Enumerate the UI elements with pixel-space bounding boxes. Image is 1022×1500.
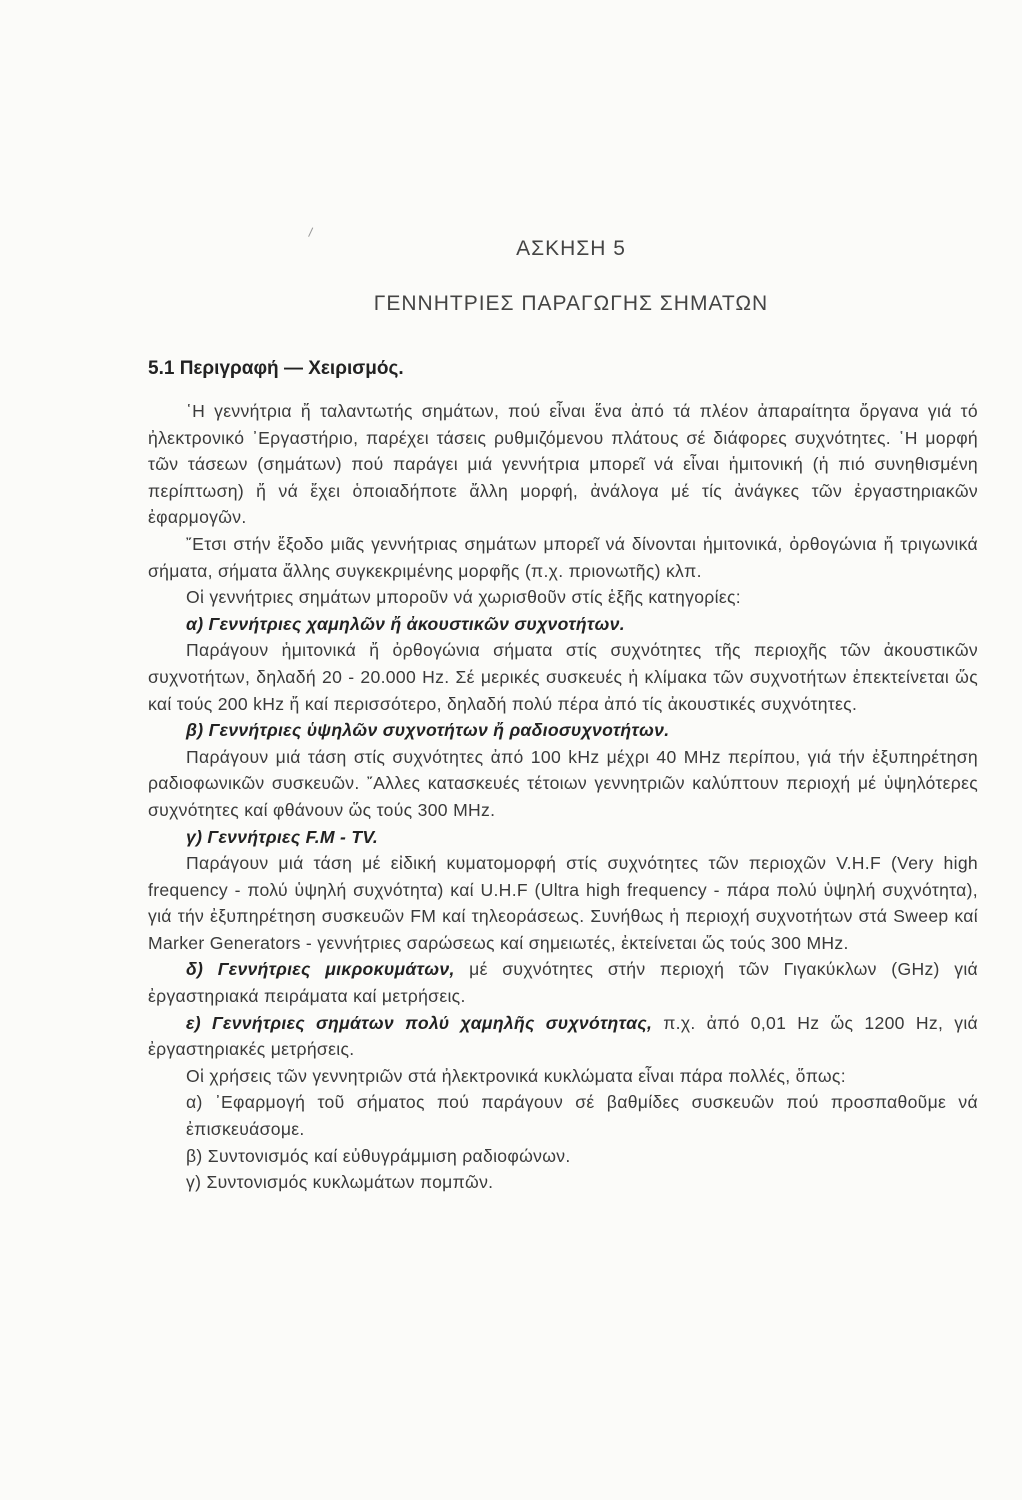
category-e <box>148 1010 978 1063</box>
paragraph-categories-intro: Οἱ γεννήτριες σημάτων μποροῦν νά χωρισθοῦν στίς ἑξῆς κατηγορίες: <box>186 587 741 608</box>
paragraph-intro: ῾Η γεννήτρια ἤ ταλαντωτής σημάτων, πού εἶναι ἕνα ἀπό τά πλέον ἀπαραίτητα ὄργανα γιά τό ἠλεκτρονικό ᾿Εργαστήριο, παρέχει τάσεις ρυθμιζόμενου πλάτους σέ διάφορες συχνότητες. ῾Η μορφή τῶν τάσεων (σημάτων) πού παράγει μιά γεννήτρια μπορεῖ νά εἶναι ἡμιτονική (ἡ πιό συνηθισμένη περίπτωση) ἤ νά ἔχει ὁποιαδήποτε ἄλλη μορφή, ἀνάλογα μέ τίς ἀνάγκες τῶν ἐργαστηριακῶν ἐφαρμογῶν. <box>148 401 978 528</box>
category-g-heading: γ) Γεννήτριες F.M - TV. <box>186 826 379 847</box>
category-g-text: Παράγουν μιά τάση μέ εἰδική κυματομορφή στίς συχνότητες τῶν περιοχῶν V.H.F (Very high frequency - πολύ ὑψηλή συχνότητα) καί U.H.F (Ultra high frequency - πάρα πολύ ὑψηλή συχνότητα), γιά τήν ἐξυπηρέτηση συσκευῶν FM καί τηλεοράσεως. Συνήθως ἡ περιοχή συχνοτήτων στά Sweep καί Marker Generators - γεννήτριες σαρώσεως καί σημειωτές, ἐκτείνεται ὥς τούς 300 MHz. <box>148 853 978 953</box>
category-e-text: π.χ. ἀπό 0,01 Hz ὥς 1200 Hz, γιά ἐργαστηριακές μετρήσεις. <box>148 1012 978 1060</box>
uses-intro: Οἱ χρήσεις τῶν γεννητριῶν στά ἠλεκτρονικά κυκλώματα εἶναι πάρα πολλές, ὅπως: <box>186 1065 846 1086</box>
section-heading: 5.1 Περιγραφή — Χειρισμός. <box>148 358 404 379</box>
category-a-text: Παράγουν ἡμιτονικά ἤ ὀρθογώνια σήματα στίς συχνότητες τῆς περιοχῆς τῶν ἀκουστικῶν συχνοτήτων, δηλαδή 20 - 20.000 Hz. Σέ μερικές συσκευές ἡ κλίμακα τῶν συχνοτήτων ἐπεκτείνεται ὥς καί τούς 200 kHz ἤ καί περισσότερο, δηλαδή πολύ πέρα ἀπό τίς ἀκουστικές συχνότητες. <box>148 640 978 714</box>
use-b: β) Συντονισμός καί εὐθυγράμμιση ραδιοφώνων. <box>186 1145 571 1166</box>
use-g: γ) Συντονισμός κυκλωμάτων πομπῶν. <box>186 1172 494 1193</box>
use-a: α) ᾿Εφαρμογή τοῦ σήματος πού παράγουν σέ βαθμίδες συσκευῶν πού προσπαθοῦμε νά ἐπισκευάσομε. <box>186 1092 978 1140</box>
category-e-heading: ε) Γεννήτριες σημάτων πολύ χαμηλῆς συχνότητας, <box>186 1012 653 1033</box>
category-d-text: μέ συχνότητες στήν περιοχή τῶν Γιγακύκλων (GHz) γιά ἐργαστηριακά πειράματα καί μετρήσεις. <box>148 959 978 1007</box>
category-d-heading: δ) Γεννήτριες μικροκυμάτων, <box>186 959 455 980</box>
category-a-heading: α) Γεννήτριες χαμηλῶν ἤ ἀκουστικῶν συχνοτήτων. <box>186 613 625 634</box>
category-b-text: Παράγουν μιά τάση στίς συχνότητες ἀπό 100 kHz μέχρι 40 MHz περίπου, γιά τήν ἐξυπηρέτηση ραδιοφωνικῶν συσκευῶν. ῎Αλλες κατασκευές τέτοιων γεννητριῶν καλύπτουν περιοχή μέ ὑψηλότερες συχνότητες καί φθάνουν ὥς τούς 300 MHz. <box>148 746 978 820</box>
paragraph-signal-types: ῎Ετσι στήν ἔξοδο μιᾶς γεννήτριας σημάτων μπορεῖ νά δίνονται ἡμιτονικά, ὀρθογώνια ἤ τριγωνικά σήματα, σήματα ἄλλης συγκεκριμένης μορφῆς (π.χ. πριονωτῆς) κλπ. <box>148 533 978 581</box>
category-b-heading: β) Γεννήτριες ὑψηλῶν συχνοτήτων ἤ ραδιοσυχνοτήτων. <box>186 720 670 741</box>
chapter-title: ΓΕΝΝΗΤΡΙΕΣ ΠΑΡΑΓΩΓΗΣ ΣΗΜΑΤΩΝ <box>373 292 769 315</box>
body-text <box>148 398 978 1196</box>
exercise-title: ΑΣΚΗΣΗ 5 <box>516 237 626 260</box>
category-d <box>148 956 978 1009</box>
